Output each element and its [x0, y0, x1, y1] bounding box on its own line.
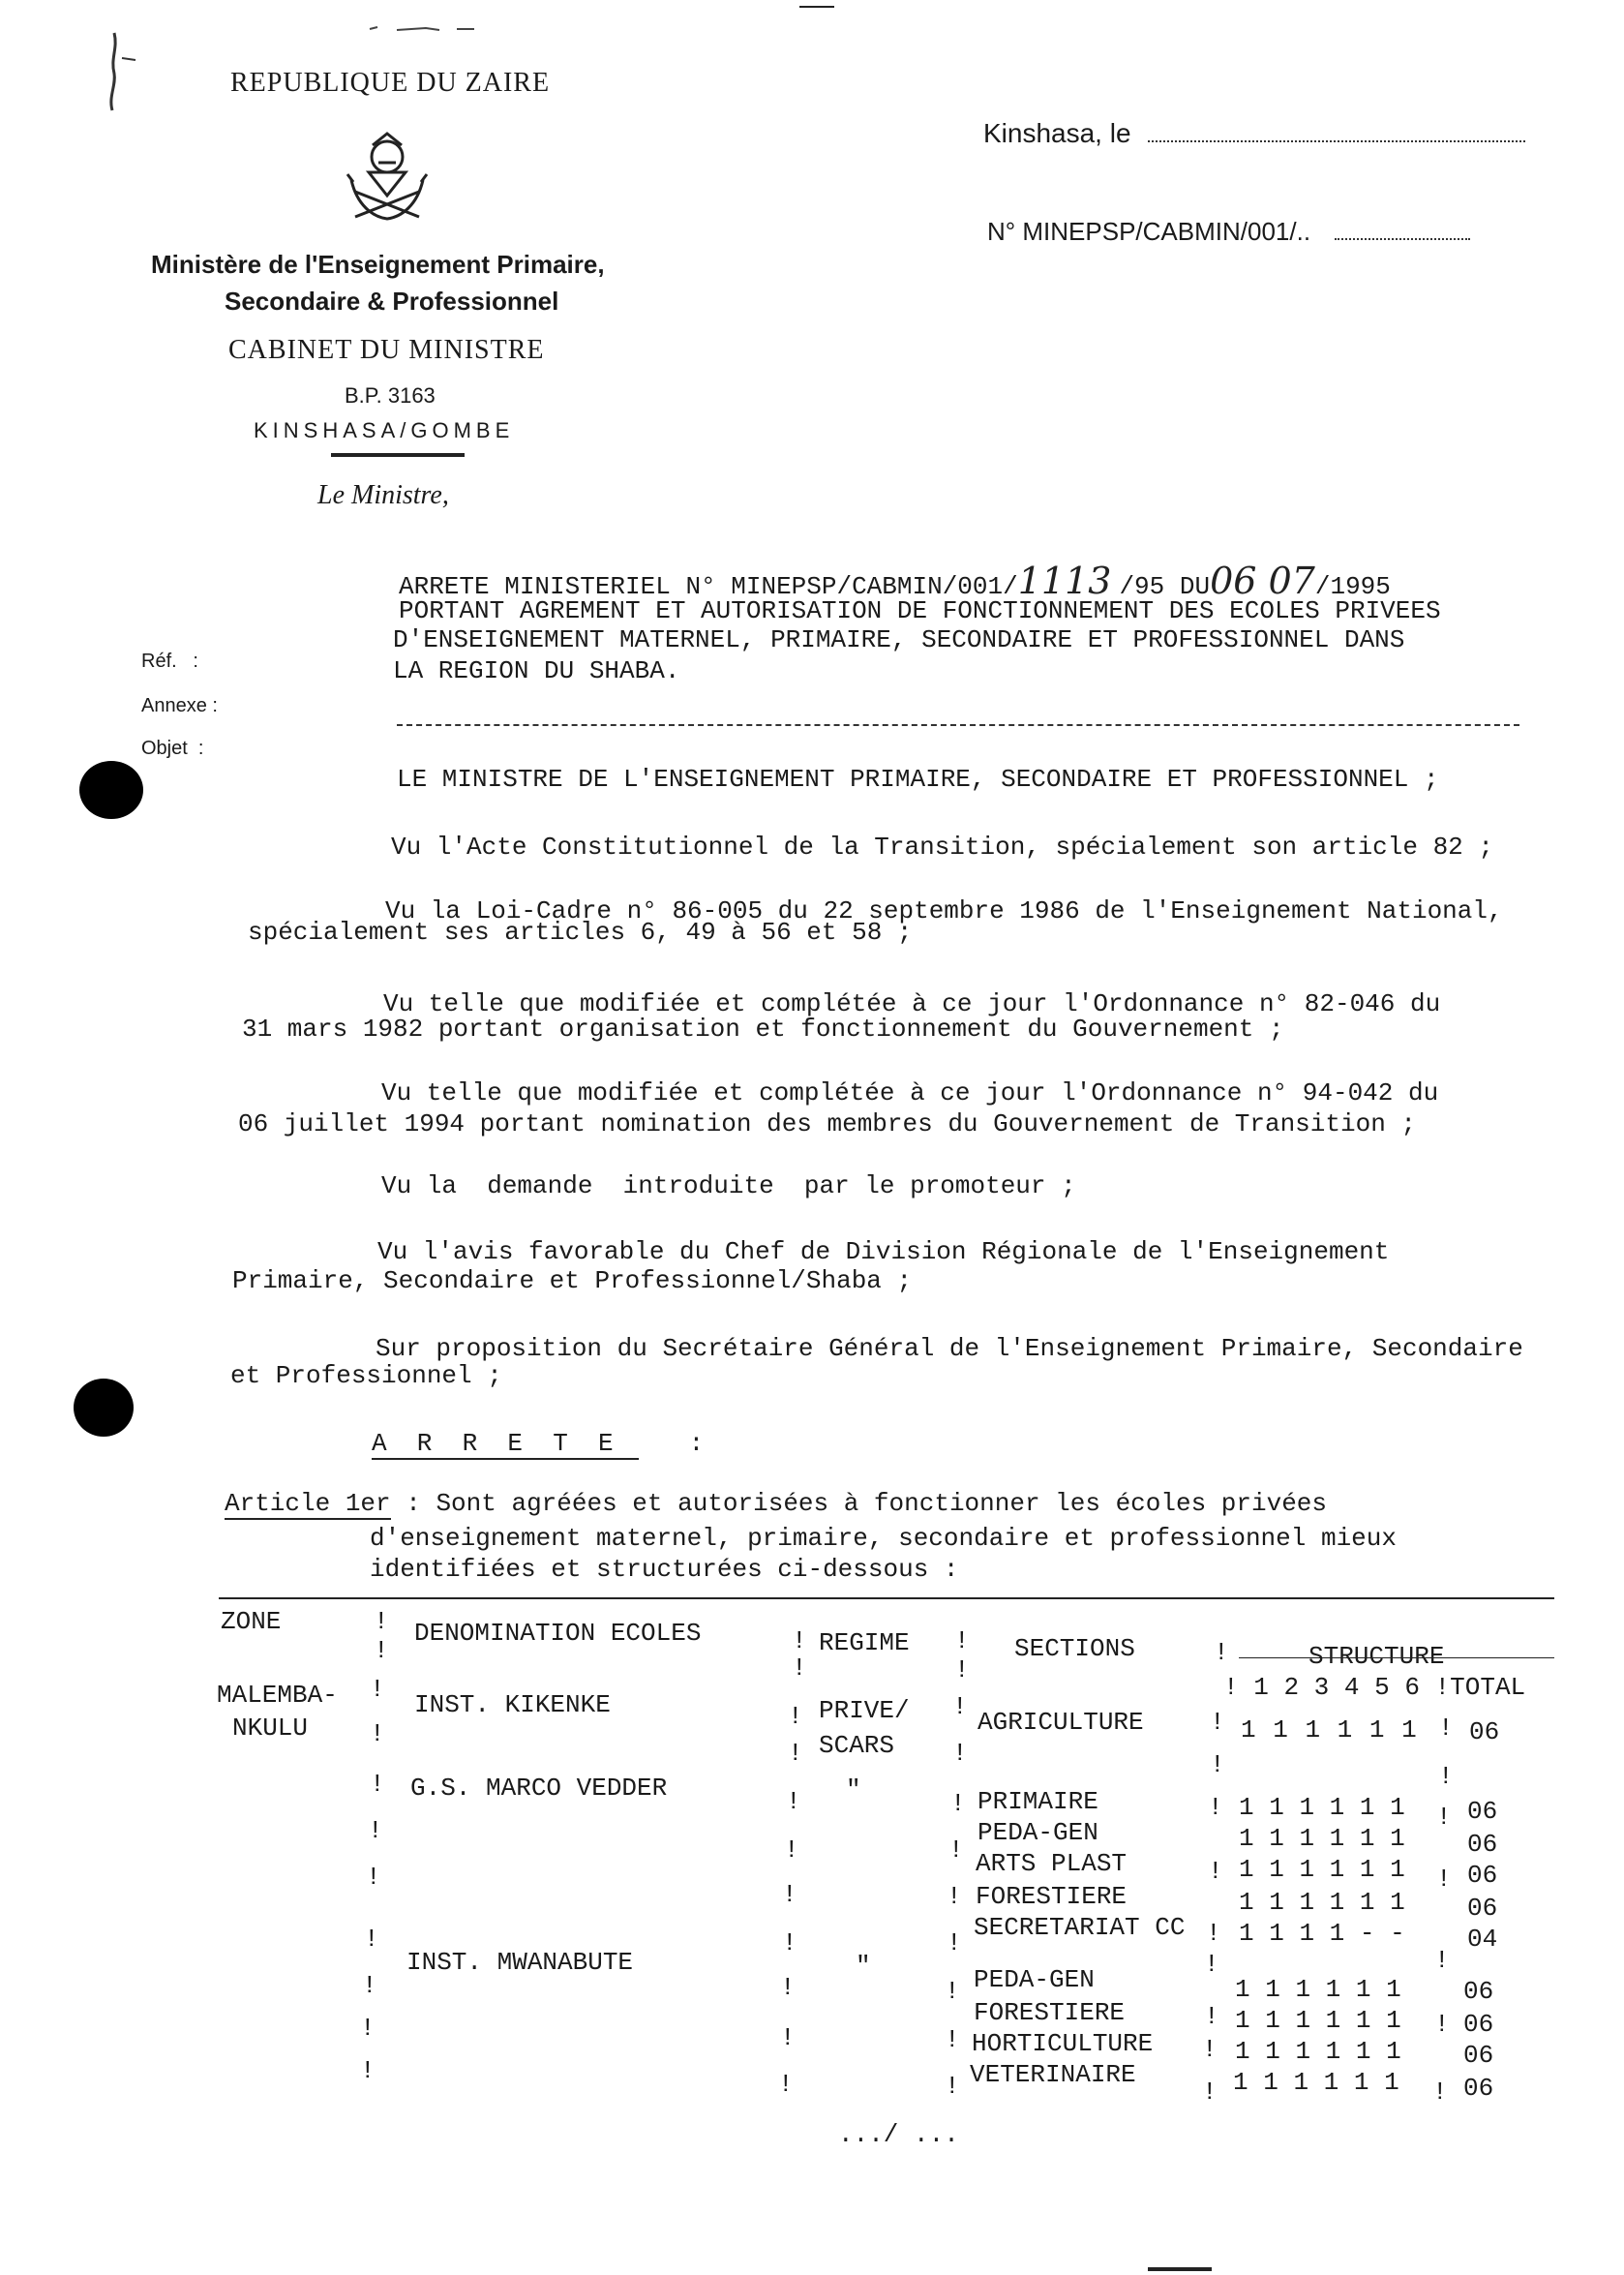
recital-6b: Primaire, Secondaire et Professionnel/Shaba ;	[232, 1266, 913, 1295]
ministry-line2: Secondaire & Professionnel	[225, 287, 559, 316]
year-count: 1	[1329, 1824, 1345, 1853]
section-total: 06	[1469, 1717, 1500, 1746]
total-header: TOTAL	[1450, 1673, 1526, 1702]
recital-2a: Vu la Loi-Cadre n° 86-005 du 22 septembre 1986 de l'Enseignement National,	[385, 896, 1503, 925]
arrete-heading: A R R E T E :	[372, 1429, 705, 1458]
year-count: 1	[1359, 1888, 1375, 1917]
column-separator: !	[1436, 1865, 1452, 1894]
year-count: 1	[1269, 1855, 1284, 1884]
section-total: 06	[1463, 2074, 1494, 2103]
year-count: 1	[1269, 1793, 1284, 1822]
column-separator: !	[1204, 1950, 1219, 1979]
proposal-b: et Professionnel ;	[230, 1361, 502, 1390]
cabinet-heading: CABINET DU MINISTRE	[228, 335, 545, 365]
column-separator: !	[1208, 1793, 1223, 1822]
decree-title-mid: /95 DU	[1119, 572, 1211, 601]
year-count: -	[1390, 1919, 1405, 1948]
column-separator: !	[370, 1719, 385, 1748]
section-years	[1241, 1715, 1418, 1744]
section-years	[1239, 1888, 1405, 1917]
column-separator: !	[945, 1977, 960, 2006]
column-separator: !	[366, 1863, 381, 1892]
recital-6a: Vu l'avis favorable du Chef de Division Régionale de l'Enseignement	[377, 1237, 1390, 1266]
recital-3a: Vu telle que modifiée et complétée à ce jour l'Ordonnance n° 82-046 du	[383, 989, 1441, 1018]
recital-2b: spécialement ses articles 6, 49 à 56 et 58 ;	[248, 918, 913, 947]
column-separator: !	[1210, 1708, 1225, 1737]
section-total: 06	[1467, 1861, 1498, 1890]
year-count: 1	[1329, 1855, 1345, 1884]
decree-title-line2: PORTANT AGREMENT ET AUTORISATION DE FONCTIONNEMENT DES ECOLES PRIVEES	[399, 596, 1441, 625]
year-count: 1	[1355, 2006, 1371, 2035]
year-count: 1	[1239, 1919, 1254, 1948]
zone-name-line2: NKULU	[232, 1714, 309, 1743]
structure-years-header	[1223, 1673, 1525, 1702]
section-total: 04	[1467, 1925, 1498, 1954]
column-separator: !	[954, 1626, 970, 1655]
reference-number-text: N° MINEPSP/CABMIN/001/..	[987, 217, 1311, 246]
city-underline	[331, 453, 465, 457]
year-count: 1	[1239, 1824, 1254, 1853]
city-line: KINSHASA/GOMBE	[254, 418, 515, 442]
place-date	[983, 118, 1525, 149]
ministry-line1: Ministère de l'Enseignement Primaire,	[151, 250, 605, 279]
section-name: FORESTIERE	[974, 1998, 1126, 2027]
year-count: 1	[1299, 1855, 1315, 1884]
handwritten-decree-date: 06 07	[1210, 560, 1315, 602]
year-count: 1	[1305, 1715, 1322, 1744]
decree-title-line3: D'ENSEIGNEMENT MATERNEL, PRIMAIRE, SECONDAIRE ET PROFESSIONNEL DANS	[393, 625, 1405, 654]
year-count: 1	[1299, 1888, 1315, 1917]
year-count: 1	[1263, 2068, 1278, 2097]
year-count: -	[1359, 1919, 1375, 1948]
section-years	[1235, 2037, 1401, 2066]
section-name: HORTICULTURE	[972, 2029, 1154, 2058]
column-separator: !	[370, 1675, 385, 1704]
column-separator: !	[947, 1882, 962, 1911]
article-1-line1	[225, 1489, 1327, 1518]
section-name: PEDA-GEN	[974, 1965, 1095, 1994]
section-total: 06	[1463, 2010, 1494, 2039]
bottom-edge-mark	[1148, 2267, 1212, 2271]
year-header: 4	[1343, 1673, 1360, 1702]
ink-blot-bottom	[74, 1379, 134, 1437]
title-divider	[397, 724, 1519, 726]
year-count: 1	[1325, 2037, 1341, 2066]
column-separator: !	[1206, 1919, 1221, 1948]
year-count: 1	[1241, 1715, 1257, 1744]
column-separator: !	[954, 1655, 970, 1684]
section-name: ARTS PLAST	[976, 1849, 1128, 1878]
school-name: INST. MWANABUTE	[406, 1948, 634, 1977]
postal-box: B.P. 3163	[345, 383, 436, 408]
year-count: 1	[1390, 1888, 1405, 1917]
section-total: 06	[1463, 1977, 1494, 2006]
recital-4a: Vu telle que modifiée et complétée à ce jour l'Ordonnance n° 94-042 du	[381, 1078, 1439, 1107]
year-count: 1	[1293, 2068, 1309, 2097]
column-separator: !	[947, 1928, 962, 1957]
year-count: 1	[1323, 2068, 1339, 2097]
year-count: 1	[1235, 2006, 1250, 2035]
recital-3b: 31 mars 1982 portant organisation et fonctionnement du Gouvernement ;	[242, 1015, 1284, 1044]
year-count: 1	[1325, 1975, 1341, 2004]
col-header-sections: SECTIONS	[1014, 1634, 1135, 1663]
column-separator: !	[778, 2070, 794, 2099]
column-separator: !	[360, 2056, 376, 2085]
handwritten-decree-number: 1113	[1017, 560, 1112, 602]
section-total: 06	[1467, 1797, 1498, 1826]
year-count: 1	[1329, 1888, 1345, 1917]
republic-heading: REPUBLIQUE DU ZAIRE	[230, 68, 551, 98]
recital-5: Vu la demande introduite par le promoteur ;	[381, 1171, 1076, 1200]
column-separator: !	[945, 2072, 960, 2101]
column-separator: !	[788, 1739, 803, 1768]
column-separator: !	[782, 1928, 797, 1957]
year-count: 1	[1239, 1855, 1254, 1884]
col-header-zone: ZONE	[221, 1607, 282, 1636]
proposal-a: Sur proposition du Secrétaire Général de l'Enseignement Primaire, Secondaire	[376, 1334, 1523, 1363]
year-count: 1	[1337, 1715, 1354, 1744]
year-count: 1	[1386, 2006, 1401, 2035]
year-count: 1	[1299, 1919, 1315, 1948]
column-separator: !	[1434, 2010, 1450, 2039]
column-separator: !	[952, 1739, 968, 1768]
structure-rule	[1239, 1657, 1554, 1658]
column-separator: !	[792, 1653, 807, 1683]
section-total: 06	[1467, 1894, 1498, 1923]
year-count: 1	[1269, 1919, 1284, 1948]
section-years	[1239, 1919, 1405, 1948]
year-count: 1	[1269, 1824, 1284, 1853]
section-years	[1233, 2068, 1399, 2097]
year-count: 1	[1359, 1824, 1375, 1853]
column-separator: !	[374, 1636, 389, 1665]
year-count: 1	[1235, 2037, 1250, 2066]
year-count: 1	[1265, 2037, 1280, 2066]
column-separator: !	[1202, 2078, 1218, 2107]
col-header-denomination: DENOMINATION ECOLES	[414, 1619, 702, 1648]
column-separator: !	[945, 2025, 960, 2054]
year-count: 1	[1359, 1855, 1375, 1884]
year-count: 1	[1386, 1975, 1401, 2004]
column-separator: !	[780, 1973, 796, 2002]
year-count: 1	[1355, 2037, 1371, 2066]
section-name: SECRETARIAT CC	[974, 1913, 1186, 1942]
decree-title-prefix: ARRETE MINISTERIEL N° MINEPSP/CABMIN/001/	[399, 572, 1018, 601]
column-separator: !	[1202, 2035, 1218, 2064]
column-separator: !	[1436, 1803, 1452, 1832]
section-years	[1239, 1793, 1405, 1822]
table-top-rule	[219, 1597, 1554, 1599]
margin-ref: Réf. :	[141, 651, 198, 672]
year-count: 1	[1401, 1715, 1418, 1744]
year-count: 1	[1325, 2006, 1341, 2035]
margin-scribble	[93, 29, 141, 126]
year-count: 1	[1273, 1715, 1289, 1744]
column-separator: !	[1438, 1762, 1454, 1791]
decree-title-suffix: /1995	[1314, 572, 1391, 601]
year-count: 1	[1390, 1855, 1405, 1884]
column-separator: !	[784, 1835, 799, 1865]
continuation-mark: .../ ...	[838, 2120, 959, 2149]
section-years	[1235, 2006, 1401, 2035]
column-separator: !	[374, 1607, 389, 1636]
year-count: 1	[1295, 1975, 1311, 2004]
year-count: 1	[1386, 2037, 1401, 2066]
year-count: 1	[1265, 2006, 1280, 2035]
top-scratch-marks	[368, 21, 484, 35]
column-separator: !	[780, 2023, 796, 2052]
column-separator: !	[786, 1787, 801, 1816]
column-separator: !	[952, 1692, 968, 1721]
column-separator: !	[368, 1816, 383, 1845]
minister-signature-label: Le Ministre,	[317, 480, 449, 510]
year-count: 1	[1233, 2068, 1248, 2097]
school-regime: "	[846, 1775, 861, 1805]
section-name: FORESTIERE	[976, 1882, 1128, 1911]
row-separator-mark: !	[1223, 1673, 1239, 1702]
reference-blank	[1335, 238, 1470, 240]
year-header: 5	[1374, 1673, 1390, 1702]
article-1-line3: identifiées et structurées ci-dessous :	[370, 1555, 959, 1584]
school-regime: "	[856, 1952, 871, 1981]
column-separator: !	[1432, 2078, 1448, 2107]
column-separator: !	[364, 1925, 379, 1954]
top-edge-mark	[799, 6, 834, 8]
column-separator: !	[950, 1789, 966, 1818]
year-count: 1	[1295, 2037, 1311, 2066]
article-1-text-a: : Sont agréées et autorisées à fonctionner les écoles privées	[406, 1489, 1328, 1518]
year-count: 1	[1353, 2068, 1369, 2097]
col-header-structure: STRUCTURE	[1308, 1642, 1445, 1671]
section-years	[1239, 1824, 1405, 1853]
year-count: 1	[1384, 2068, 1399, 2097]
minister-title: LE MINISTRE DE L'ENSEIGNEMENT PRIMAIRE, SECONDAIRE ET PROFESSIONNEL ;	[397, 765, 1439, 794]
year-count: 1	[1299, 1793, 1315, 1822]
year-header: 2	[1283, 1673, 1300, 1702]
col-header-regime: REGIME	[819, 1628, 910, 1657]
school-regime: PRIVE/	[819, 1696, 910, 1725]
place-date-label: Kinshasa, le	[983, 118, 1131, 148]
year-count: 1	[1329, 1793, 1345, 1822]
article-1-line2: d'enseignement maternel, primaire, secondaire et professionnel mieux	[370, 1524, 1397, 1553]
column-separator: !	[1208, 1857, 1223, 1886]
column-separator: !	[362, 1971, 377, 2000]
zone-name-line1: MALEMBA-	[217, 1681, 338, 1710]
year-count: 1	[1329, 1919, 1345, 1948]
ink-blot-top	[79, 761, 143, 819]
year-header: 6	[1404, 1673, 1420, 1702]
year-count: 1	[1299, 1824, 1315, 1853]
year-count: 1	[1390, 1824, 1405, 1853]
school-regime: SCARS	[819, 1731, 895, 1760]
year-count: 1	[1355, 1975, 1371, 2004]
column-separator: !	[360, 2014, 376, 2043]
margin-annexe: Annexe :	[141, 695, 218, 716]
school-name: INST. KIKENKE	[414, 1690, 611, 1719]
year-count: 1	[1239, 1888, 1254, 1917]
column-separator: !	[1214, 1638, 1229, 1667]
row-separator-mark: !	[1434, 1673, 1451, 1702]
column-separator: !	[948, 1835, 964, 1865]
year-count: 1	[1368, 1715, 1386, 1744]
column-separator: !	[1204, 2002, 1219, 2031]
column-separator: !	[1438, 1714, 1454, 1743]
year-count: 1	[1295, 2006, 1311, 2035]
date-blank	[1148, 140, 1525, 142]
column-separator: !	[782, 1880, 797, 1909]
column-separator: !	[1210, 1750, 1225, 1779]
coat-of-arms-icon	[334, 124, 440, 230]
arrete-underline	[372, 1458, 639, 1460]
section-years	[1239, 1855, 1405, 1884]
section-total: 06	[1463, 2041, 1494, 2070]
recital-4b: 06 juillet 1994 portant nomination des membres du Gouvernement de Transition ;	[238, 1109, 1416, 1138]
year-count: 1	[1235, 1975, 1250, 2004]
column-separator: !	[370, 1770, 385, 1799]
article-1-label: Article 1er	[225, 1489, 391, 1518]
section-name: PRIMAIRE	[977, 1787, 1098, 1816]
column-separator: !	[1434, 1946, 1450, 1975]
year-count: 1	[1265, 1975, 1280, 2004]
year-count: 1	[1269, 1888, 1284, 1917]
section-years	[1235, 1975, 1401, 2004]
column-separator: !	[792, 1626, 807, 1655]
section-name: VETERINAIRE	[970, 2060, 1136, 2089]
year-count: 1	[1390, 1793, 1405, 1822]
school-name: G.S. MARCO VEDDER	[410, 1774, 668, 1803]
year-header: 1	[1253, 1673, 1269, 1702]
decree-title-line4: LA REGION DU SHABA.	[393, 656, 680, 685]
year-count: 1	[1239, 1793, 1254, 1822]
section-name: AGRICULTURE	[977, 1708, 1144, 1737]
column-separator: !	[788, 1702, 803, 1731]
recital-1: Vu l'Acte Constitutionnel de la Transition, spécialement son article 82 ;	[391, 833, 1493, 862]
reference-number	[987, 217, 1470, 247]
margin-objet: Objet :	[141, 738, 204, 759]
section-total: 06	[1467, 1830, 1498, 1859]
year-count: 1	[1359, 1793, 1375, 1822]
section-name: PEDA-GEN	[977, 1818, 1098, 1847]
year-header: 3	[1313, 1673, 1330, 1702]
